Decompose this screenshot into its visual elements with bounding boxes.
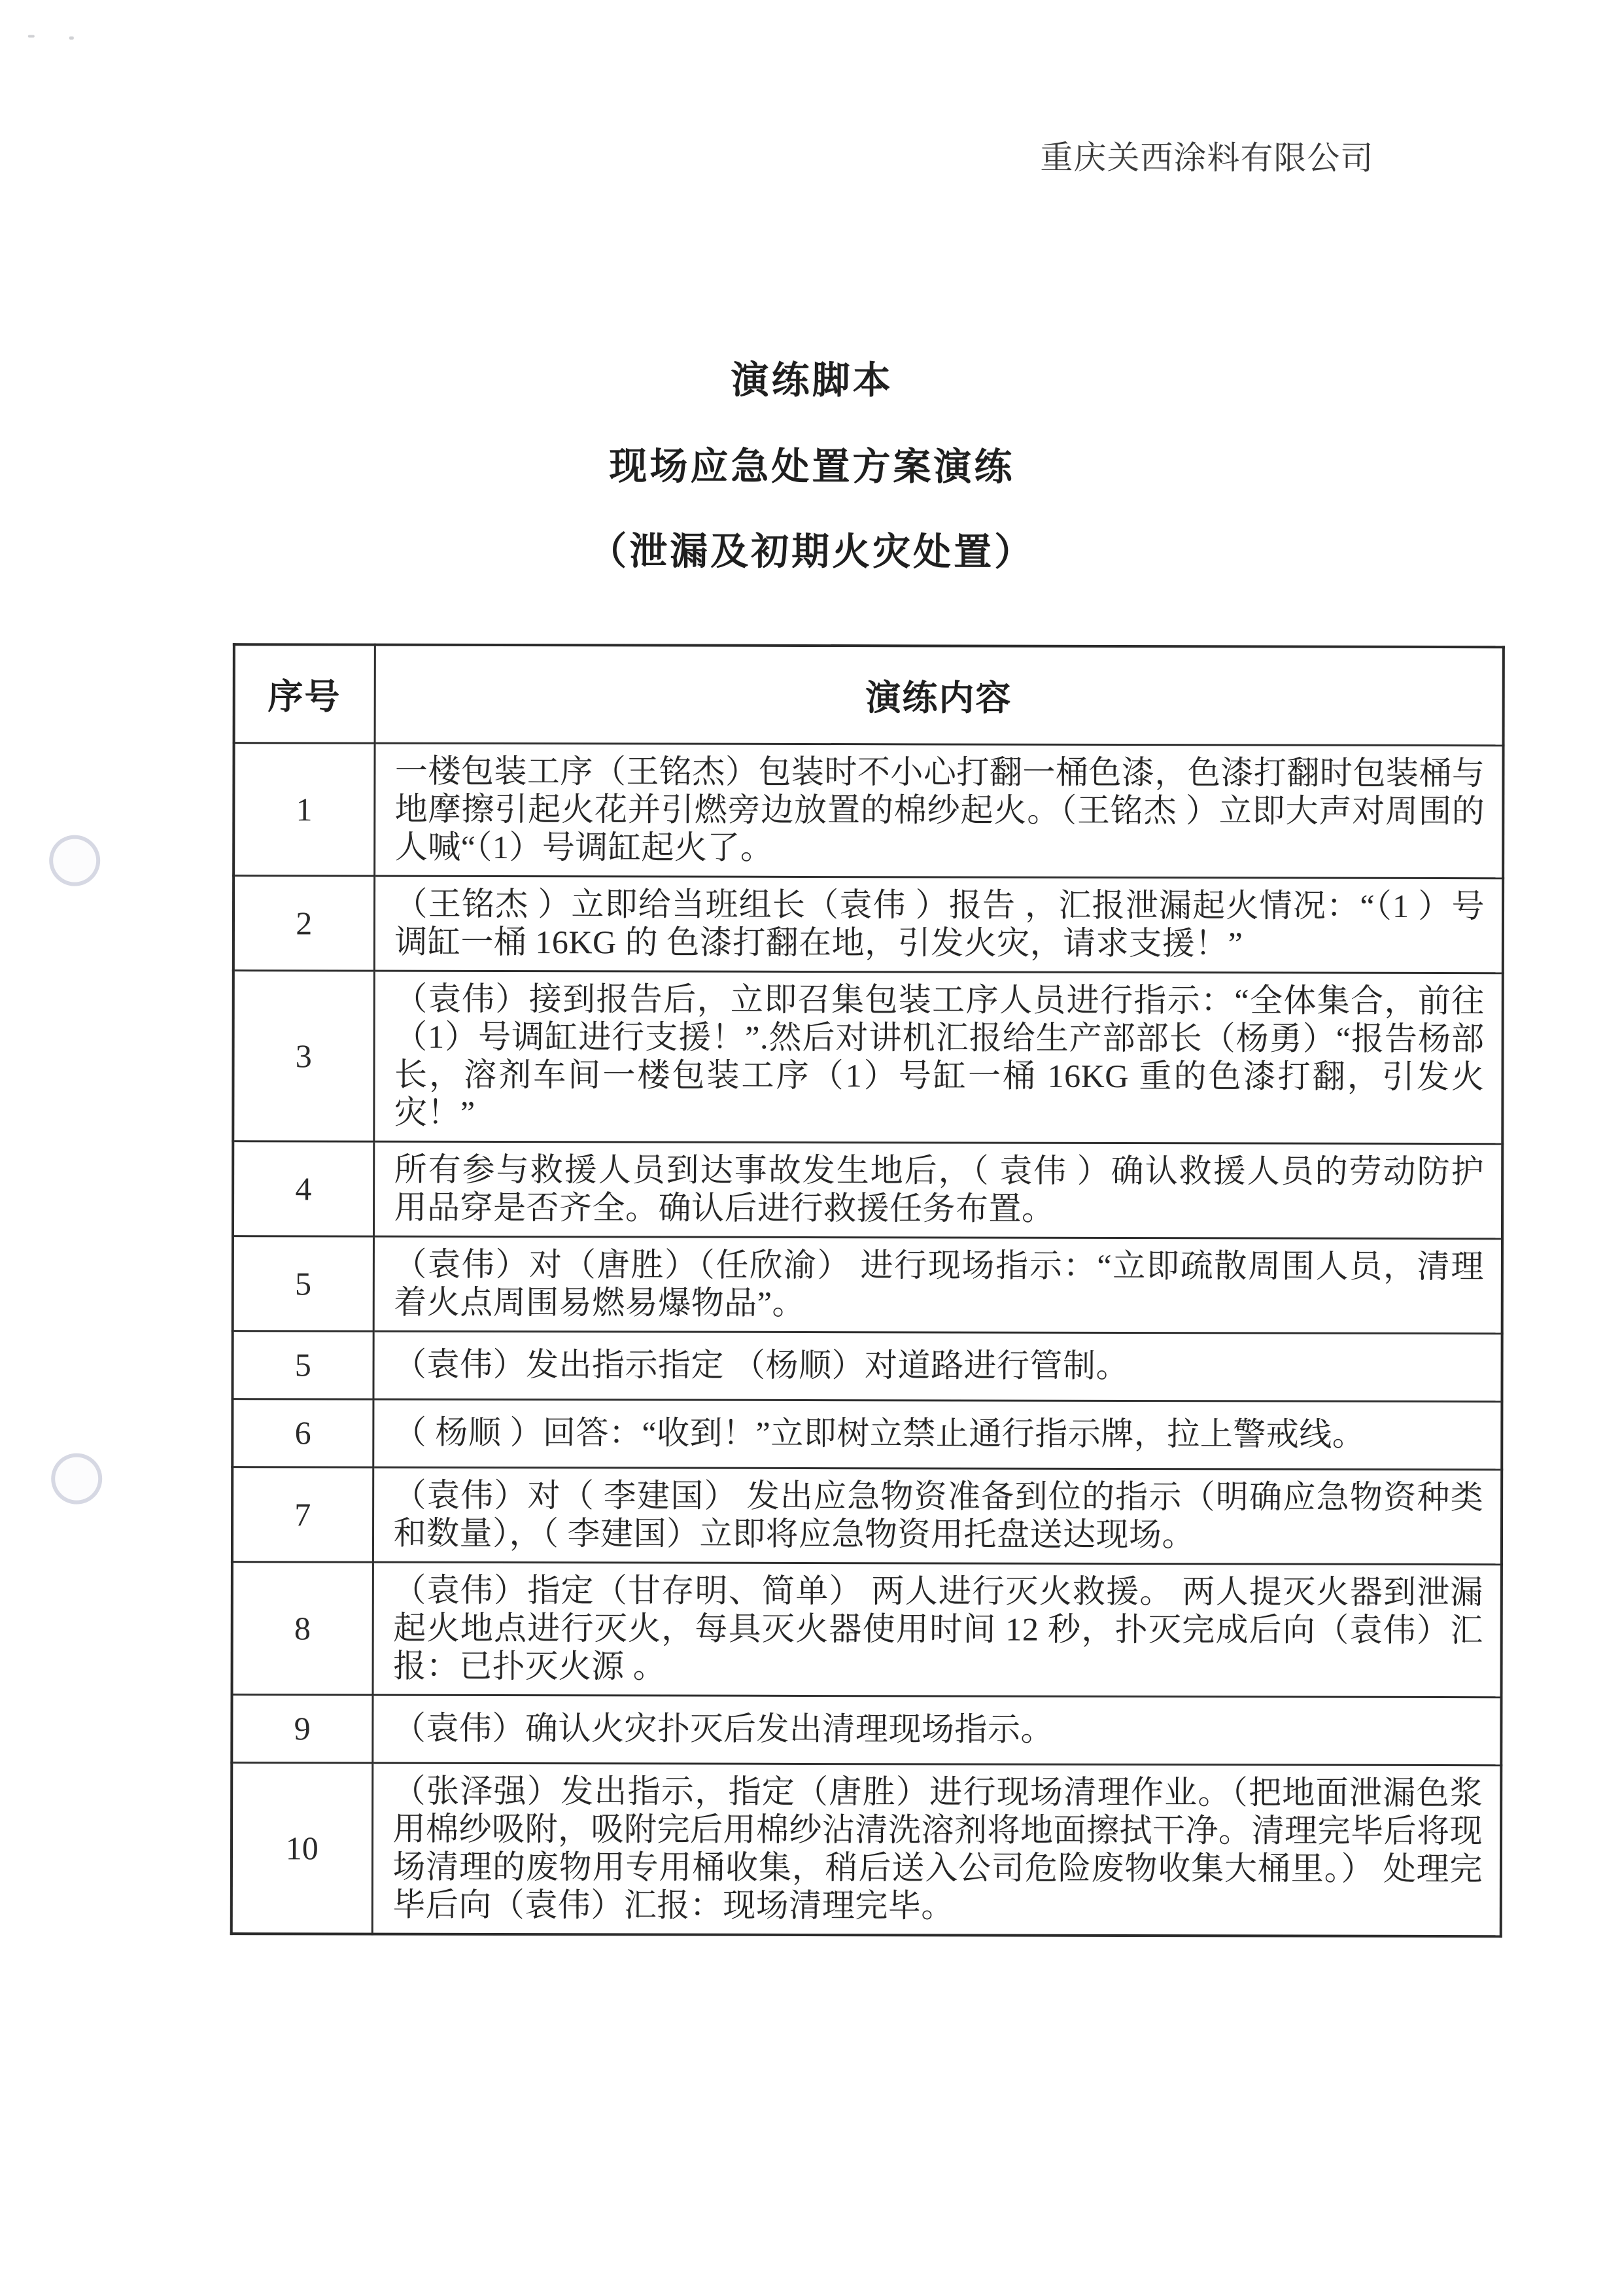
row-content-cell: （张泽强）发出指示，指定（唐胜）进行现场清理作业。（把地面泄漏色浆用棉纱吸附，吸附完后用棉纱沾清洗溶剂将地面擦拭干净。清理完毕后将现场清理的废物用专用桶收集，稍后送入公司危险废物收集大桶里。） 处理完毕后向（袁伟）汇报：现场清理完毕。	[372, 1763, 1502, 1936]
row-number-cell: 4	[233, 1141, 373, 1236]
table-row	[233, 1141, 1502, 1238]
binder-punch-hole	[51, 1453, 102, 1505]
row-content-cell: （袁伟）确认火灾扑灭后发出清理现场指示。	[372, 1695, 1501, 1765]
row-number-cell: 3	[233, 970, 374, 1141]
row-number-cell: 1	[233, 742, 374, 875]
scan-artifact-speck	[28, 35, 35, 37]
row-number-cell: 5	[233, 1236, 373, 1331]
document-title-sub: 现场应急处置方案演练	[609, 445, 1015, 489]
row-content-cell: 一楼包装工序（王铭杰）包装时不小心打翻一桶色漆，色漆打翻时包装桶与地摩擦引起火花并引燃旁边放置的棉纱起火。（王铭杰 ）立即大声对周围的人喊“（1）号调缸起火了。	[374, 743, 1503, 878]
row-content-cell: （袁伟）发出指示指定 （杨顺）对道路进行管制。	[373, 1331, 1502, 1402]
row-content-cell: （袁伟）指定（甘存明、简单） 两人进行灭火救援。 两人提灭火器到泄漏起火地点进行灭火，每具灭火器使用时间 12 秒，扑灭完成后向（袁伟）汇报：已扑灭火源 。	[373, 1562, 1502, 1697]
row-content-cell: 所有参与救援人员到达事故发生地后，（ 袁伟 ）确认救援人员的劳动防护用品穿是否齐全。确认后进行救援任务布置。	[373, 1141, 1502, 1239]
drill-script-table	[230, 643, 1505, 1938]
row-number-cell: 6	[232, 1399, 373, 1467]
table-header-row	[234, 644, 1504, 745]
row-content-cell: （袁伟）对（唐胜）（任欣渝） 进行现场指示：“立即疏散周围人员，清理着火点周围易燃易爆物品”。	[373, 1236, 1502, 1334]
row-content-cell: （王铭杰 ）立即给当班组长（袁伟 ）报告 ，汇报泄漏起火情况：“（1 ）号调缸一桶 16KG 的 色漆打翻在地，引发火灾，请求支援！”	[374, 876, 1503, 973]
row-content-cell: （袁伟）接到报告后，立即召集包装工序人员进行指示：“全体集合，前往（1）号调缸进行支援！”.然后对讲机汇报给生产部部长（杨勇）“报告杨部长，溶剂车间一楼包装工序（1）号缸一桶 16KG 重的色漆打翻，引发火灾！”	[373, 971, 1503, 1144]
table-row	[232, 1561, 1502, 1697]
header-seq-number: 序号	[234, 644, 375, 742]
table-row	[233, 742, 1503, 878]
row-number-cell: 8	[232, 1561, 373, 1694]
row-number-cell: 9	[232, 1694, 372, 1762]
table-row	[233, 875, 1503, 973]
row-number-cell: 5	[232, 1331, 373, 1399]
table-row	[232, 1694, 1501, 1765]
row-number-cell: 7	[232, 1467, 373, 1561]
table-row	[233, 970, 1503, 1143]
row-content-cell: （ 杨顺 ）回答：“收到！”立即树立禁止通行指示牌，拉上警戒线。	[373, 1399, 1502, 1470]
table-row	[232, 1762, 1502, 1936]
table-row	[232, 1331, 1502, 1401]
row-number-cell: 10	[232, 1762, 373, 1934]
header-drill-content: 演练内容	[375, 645, 1504, 746]
document-title-scope: （泄漏及初期火灾处置）	[589, 530, 1035, 574]
table-row	[232, 1399, 1502, 1469]
document-title-main: 演练脚本	[731, 358, 893, 402]
row-content-cell: （袁伟）对（ 李建国） 发出应急物资准备到位的指示（明确应急物资种类和数量），（ 李建国）立即将应急物资用托盘送达现场。	[373, 1467, 1502, 1565]
row-number-cell: 2	[233, 875, 374, 970]
table-row	[232, 1467, 1502, 1564]
binder-punch-hole	[49, 835, 100, 886]
table-row	[233, 1236, 1502, 1333]
company-name: 重庆关西涂料有限公司	[1040, 139, 1374, 177]
scan-artifact-speck	[69, 37, 74, 40]
